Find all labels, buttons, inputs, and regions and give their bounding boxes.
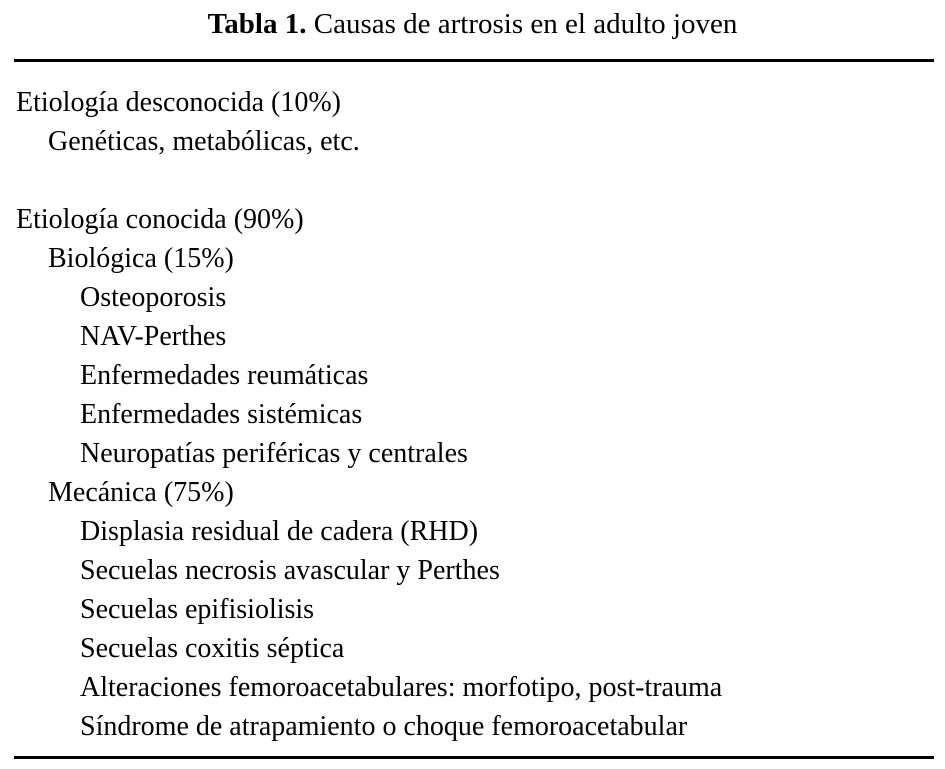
bottom-rule xyxy=(14,756,934,759)
unknown-etiology-heading: Etiología desconocida (10%) xyxy=(16,87,342,118)
table-caption-title: Causas de artrosis en el adulto joven xyxy=(313,8,738,40)
biological-heading: Biológica (15%) xyxy=(48,243,234,274)
table-caption xyxy=(0,4,945,44)
biological-item: NAV-Perthes xyxy=(80,321,227,352)
top-rule xyxy=(14,59,934,62)
mechanical-item: Displasia residual de cadera (RHD) xyxy=(80,516,479,547)
mechanical-item: Secuelas coxitis séptica xyxy=(80,633,345,664)
section-spacer xyxy=(16,161,931,200)
mechanical-item: Síndrome de atrapamiento o choque femoroacetabular xyxy=(80,711,688,742)
biological-item: Neuropatías periféricas y centrales xyxy=(80,438,468,469)
biological-item: Osteoporosis xyxy=(80,282,227,313)
known-etiology-heading: Etiología conocida (90%) xyxy=(16,204,304,235)
biological-item: Enfermedades sistémicas xyxy=(80,399,363,430)
biological-item: Enfermedades reumáticas xyxy=(80,360,369,391)
mechanical-item: Secuelas epifisiolisis xyxy=(80,594,315,625)
mechanical-item: Alteraciones femoroacetabulares: morfotipo, post-trauma xyxy=(80,672,723,703)
table-body xyxy=(16,83,931,746)
table-caption-label: Tabla 1. xyxy=(207,8,307,40)
mechanical-heading: Mecánica (75%) xyxy=(48,477,234,508)
mechanical-item: Secuelas necrosis avascular y Perthes xyxy=(80,555,500,586)
unknown-etiology-item: Genéticas, metabólicas, etc. xyxy=(48,126,360,157)
